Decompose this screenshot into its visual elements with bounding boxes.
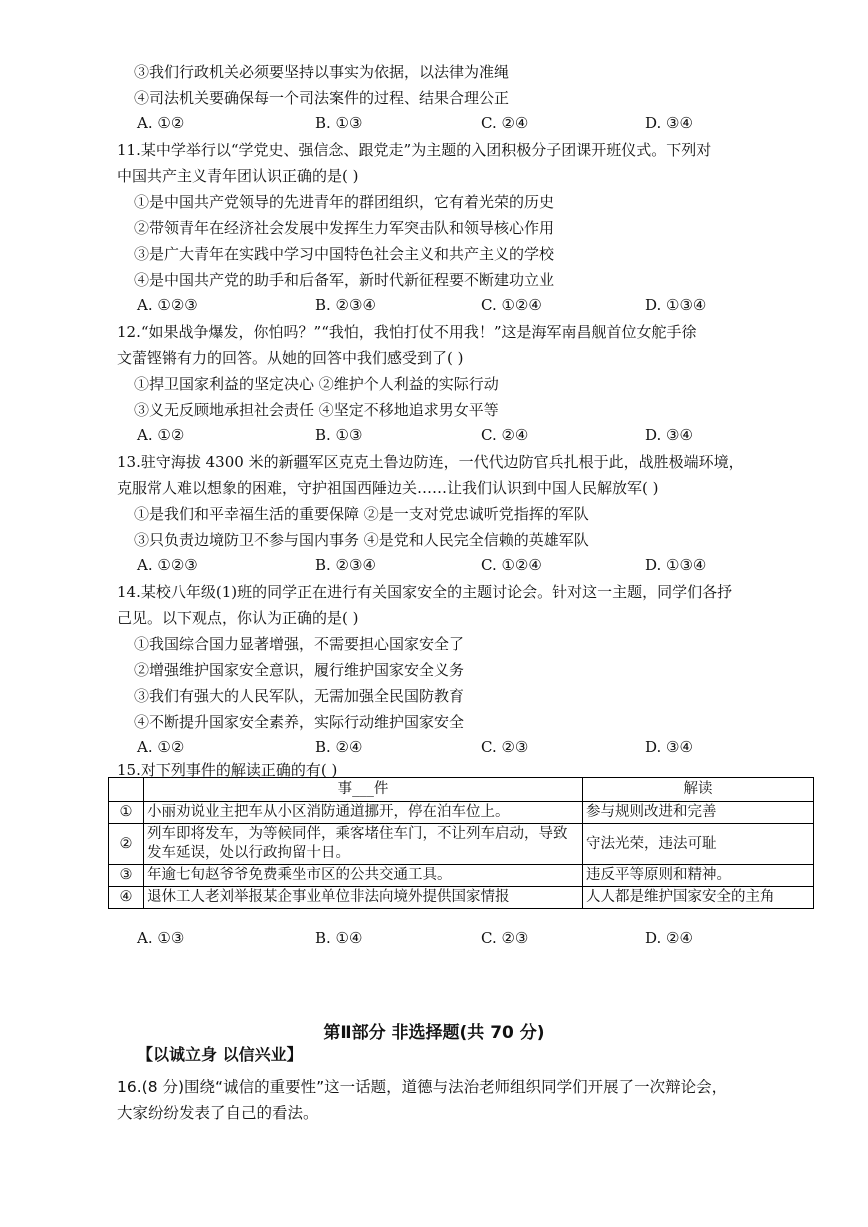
table-row [109, 887, 814, 909]
q11-statement-3: ③是广大青年在实践中学习中国特色社会主义和共产主义的学校 [134, 245, 555, 263]
row-event: 年逾七旬赵爷爷免费乘坐市区的公共交通工具。 [144, 865, 583, 887]
q13-stem-line1: 13.驻守海拔 4300 米的新疆军区克克土鲁边防连，一代代边防官兵扎根于此，战胜极端环境， [117, 453, 744, 471]
q14-statement-2: ②增强维护国家安全意识，履行维护国家安全义务 [134, 661, 465, 679]
q16-stem-line2: 大家纷纷发表了自己的看法。 [117, 1104, 319, 1122]
option-b: B. ②③④ [315, 296, 376, 314]
q11-statement-2: ②带领青年在经济社会发展中发挥生力军突击队和领导核心作用 [134, 219, 555, 237]
q11-statement-4: ④是中国共产党的助手和后备军，新时代新征程要不断建功立业 [134, 271, 555, 289]
option-a: A. ①②③ [137, 296, 198, 314]
option-b: B. ①④ [315, 929, 363, 947]
q11-stem-line1: 11.某中学举行以“学党史、强信念、跟党走”为主题的入团积极分子团课开班仪式。下列对 [117, 141, 712, 159]
q14-stem-line2: 己见。以下观点，你认为正确的是( ) [117, 609, 359, 627]
q14-stem-line1: 14.某校八年级(1)班的同学正在进行有关国家安全的主题讨论会。针对这一主题，同学们各抒 [117, 583, 733, 601]
table-row [109, 802, 814, 824]
row-event: 小丽劝说业主把车从小区消防通道挪开，停在泊车位上。 [144, 802, 583, 824]
option-d: D. ③④ [645, 114, 693, 132]
option-a: A. ①③ [137, 929, 185, 947]
option-d: D. ①③④ [645, 296, 707, 314]
option-c: C. ②④ [481, 114, 529, 132]
row-event: 列车即将发车，为等候同伴，乘客堵住车门，不让列车启动，导致发车延误，处以行政拘留十日。 [144, 824, 583, 865]
q15-stem: 15.对下列事件的解读正确的有( ) [117, 761, 338, 779]
q14-statement-1: ①我国综合国力显著增强，不需要担心国家安全了 [134, 635, 465, 653]
q14-statement-3: ③我们有强大的人民军队，无需加强全民国防教育 [134, 687, 465, 705]
table-row [109, 865, 814, 887]
row-num: ④ [109, 887, 144, 909]
row-reading: 违反平等原则和精神。 [583, 865, 814, 887]
row-num: ① [109, 802, 144, 824]
option-d: D. ①③④ [645, 556, 707, 574]
option-b: B. ①③ [315, 426, 363, 444]
q12-stem-line1: 12.“如果战争爆发，你怕吗？”“我怕，我怕打仗不用我！”这是海军南昌舰首位女舵手徐 [117, 323, 697, 341]
table-header-reading: 解读 [583, 778, 814, 802]
option-b: B. ①③ [315, 114, 363, 132]
option-c: C. ①②④ [481, 556, 542, 574]
q16-stem-line1: 16.(8 分)围绕“诚信的重要性”这一话题，道德与法治老师组织同学们开展了一次辩论会， [117, 1078, 728, 1096]
q14-statement-4: ④不断提升国家安全素养，实际行动维护国家安全 [134, 713, 465, 731]
option-c: C. ①②④ [481, 296, 542, 314]
table-row [109, 824, 814, 865]
row-reading: 人人都是维护国家安全的主角 [583, 887, 814, 909]
q11-options [137, 295, 777, 315]
q13-stem-line2: 克服常人难以想象的困难，守护祖国西陲边关……让我们认识到中国人民解放军( ) [117, 479, 659, 497]
q13-options [137, 555, 777, 575]
row-reading: 参与规则改进和完善 [583, 802, 814, 824]
q10-statement-4: ④司法机关要确保每一个司法案件的过程、结果合理公正 [134, 89, 510, 107]
table-header-row [109, 778, 814, 802]
q12-stem-line2: 文蕾铿锵有力的回答。从她的回答中我们感受到了( ) [117, 349, 464, 367]
q11-stem-line2: 中国共产主义青年团认识正确的是( ) [117, 167, 359, 185]
q15-event-table [108, 777, 814, 909]
option-a: A. ①② [137, 738, 185, 756]
q12-statements-3-4: ③义无反顾地承担社会责任 ④坚定不移地追求男女平等 [134, 401, 499, 419]
option-a: A. ①② [137, 114, 185, 132]
option-c: C. ②③ [481, 929, 529, 947]
option-a: A. ①② [137, 426, 185, 444]
row-num: ② [109, 824, 144, 865]
option-b: B. ②④ [315, 738, 363, 756]
option-d: D. ②④ [645, 929, 693, 947]
part2-title: 第Ⅱ部分 非选择题(共 70 分) [323, 1023, 545, 1043]
option-c: C. ②③ [481, 738, 529, 756]
q13-statements-1-2: ①是我们和平幸福生活的重要保障 ②是一支对党忠诚听党指挥的军队 [134, 505, 589, 523]
option-d: D. ③④ [645, 426, 693, 444]
q10-statement-3: ③我们行政机关必须要坚持以事实为依据，以法律为准绳 [134, 63, 510, 81]
q11-statement-1: ①是中国共产党领导的先进青年的群团组织，它有着光荣的历史 [134, 193, 555, 211]
row-num: ③ [109, 865, 144, 887]
table-header-num [109, 778, 144, 802]
table-header-event: 事___件 [144, 778, 583, 802]
row-event: 退休工人老刘举报某企事业单位非法向境外提供国家情报 [144, 887, 583, 909]
q12-statements-1-2: ①捍卫国家利益的坚定决心 ②维护个人利益的实际行动 [134, 375, 499, 393]
q10-options [137, 113, 777, 133]
row-reading: 守法光荣，违法可耻 [583, 824, 814, 865]
q13-statements-3-4: ③只负责边境防卫不参与国内事务 ④是党和人民完全信赖的英雄军队 [134, 531, 589, 549]
part2-topic: 【以诚立身 以信兴业】 [137, 1045, 303, 1064]
option-a: A. ①②③ [137, 556, 198, 574]
option-b: B. ②③④ [315, 556, 376, 574]
q12-options [137, 425, 777, 445]
q14-options [137, 737, 777, 757]
option-c: C. ②④ [481, 426, 529, 444]
q15-options [137, 928, 777, 948]
option-d: D. ③④ [645, 738, 693, 756]
